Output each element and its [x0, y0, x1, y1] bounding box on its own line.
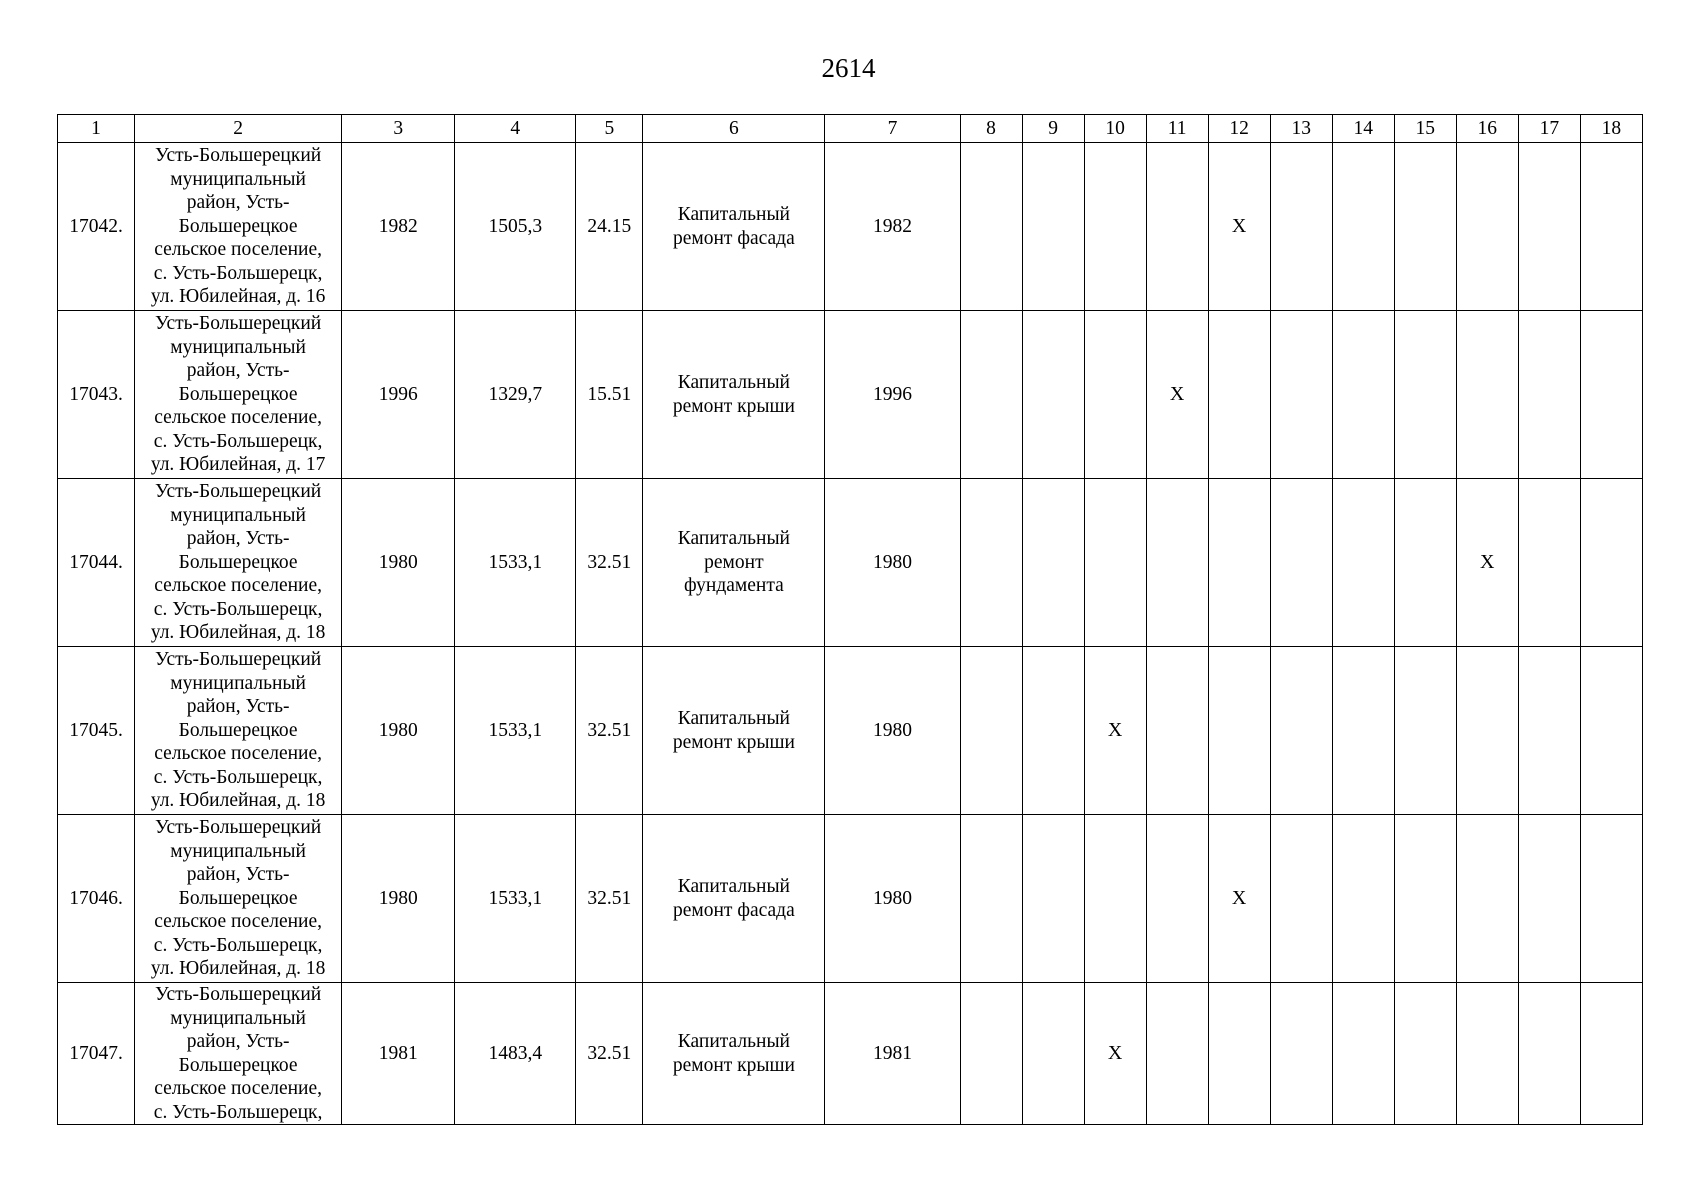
mark-cell	[1518, 983, 1580, 1125]
mark-cell: X	[1208, 815, 1270, 983]
work-year: 1981	[825, 983, 960, 1125]
repair-registry-table	[57, 114, 1643, 1125]
mark-cell	[1270, 647, 1332, 815]
mark-cell	[960, 647, 1022, 815]
building-address: Усть-Большерецкий муниципальный район, Усть- Большерецкое сельское поселение, с. Усть-Большерецк, ул. Юбилейная, д. 18	[135, 647, 342, 815]
construction-year: 1981	[342, 983, 455, 1125]
table-row	[58, 647, 1643, 815]
repair-work-type: Капитальный ремонт крыши	[643, 311, 825, 479]
mark-cell: X	[1084, 983, 1146, 1125]
building-area: 1505,3	[455, 143, 576, 311]
table-row	[58, 983, 1643, 1125]
column-header: 1	[58, 115, 135, 143]
wear-percent: 15.51	[576, 311, 643, 479]
mark-cell	[1456, 815, 1518, 983]
mark-cell	[1146, 815, 1208, 983]
wear-percent: 32.51	[576, 983, 643, 1125]
building-area: 1533,1	[455, 479, 576, 647]
column-header: 14	[1332, 115, 1394, 143]
mark-cell	[960, 143, 1022, 311]
repair-work-type: Капитальный ремонт фасада	[643, 143, 825, 311]
work-year: 1980	[825, 647, 960, 815]
mark-cell	[1394, 983, 1456, 1125]
mark-cell	[960, 815, 1022, 983]
building-area: 1329,7	[455, 311, 576, 479]
work-year: 1980	[825, 479, 960, 647]
mark-cell: X	[1208, 143, 1270, 311]
mark-cell	[1146, 143, 1208, 311]
column-header: 10	[1084, 115, 1146, 143]
mark-cell	[1270, 479, 1332, 647]
mark-cell	[1208, 647, 1270, 815]
mark-cell: X	[1456, 479, 1518, 647]
mark-cell	[1208, 311, 1270, 479]
mark-cell	[1084, 815, 1146, 983]
mark-cell	[1394, 143, 1456, 311]
mark-cell: X	[1084, 647, 1146, 815]
building-address: Усть-Большерецкий муниципальный район, Усть- Большерецкое сельское поселение, с. Усть-Большерецк,	[135, 983, 342, 1125]
mark-cell	[960, 311, 1022, 479]
mark-cell	[1580, 143, 1642, 311]
repair-work-type: Капитальный ремонт крыши	[643, 983, 825, 1125]
mark-cell	[1084, 143, 1146, 311]
row-number: 17047.	[58, 983, 135, 1125]
wear-percent: 32.51	[576, 479, 643, 647]
mark-cell	[1084, 479, 1146, 647]
mark-cell	[1208, 479, 1270, 647]
repair-work-type: Капитальный ремонт фасада	[643, 815, 825, 983]
mark-cell	[1394, 311, 1456, 479]
column-header: 18	[1580, 115, 1642, 143]
mark-cell	[1394, 479, 1456, 647]
mark-cell	[1270, 815, 1332, 983]
mark-cell	[1022, 311, 1084, 479]
mark-cell	[1518, 479, 1580, 647]
mark-cell	[1270, 311, 1332, 479]
mark-cell	[1456, 311, 1518, 479]
mark-cell: X	[1146, 311, 1208, 479]
row-number: 17043.	[58, 311, 135, 479]
building-area: 1483,4	[455, 983, 576, 1125]
row-number: 17044.	[58, 479, 135, 647]
column-header: 17	[1518, 115, 1580, 143]
mark-cell	[1270, 983, 1332, 1125]
building-address: Усть-Большерецкий муниципальный район, Усть- Большерецкое сельское поселение, с. Усть-Большерецк, ул. Юбилейная, д. 16	[135, 143, 342, 311]
mark-cell	[1084, 311, 1146, 479]
construction-year: 1996	[342, 311, 455, 479]
building-area: 1533,1	[455, 647, 576, 815]
page-number: 2614	[821, 53, 876, 83]
mark-cell	[1332, 647, 1394, 815]
mark-cell	[1332, 311, 1394, 479]
column-header: 9	[1022, 115, 1084, 143]
repair-work-type: Капитальный ремонт крыши	[643, 647, 825, 815]
column-header: 4	[455, 115, 576, 143]
construction-year: 1980	[342, 815, 455, 983]
mark-cell	[1022, 647, 1084, 815]
mark-cell	[1394, 815, 1456, 983]
building-address: Усть-Большерецкий муниципальный район, Усть- Большерецкое сельское поселение, с. Усть-Большерецк, ул. Юбилейная, д. 17	[135, 311, 342, 479]
column-header: 13	[1270, 115, 1332, 143]
mark-cell	[1456, 647, 1518, 815]
construction-year: 1980	[342, 479, 455, 647]
mark-cell	[1394, 647, 1456, 815]
column-header: 3	[342, 115, 455, 143]
column-header: 2	[135, 115, 342, 143]
table-row	[58, 143, 1643, 311]
column-header: 7	[825, 115, 960, 143]
building-area: 1533,1	[455, 815, 576, 983]
column-header: 5	[576, 115, 643, 143]
work-year: 1980	[825, 815, 960, 983]
row-number: 17042.	[58, 143, 135, 311]
column-header: 6	[643, 115, 825, 143]
mark-cell	[1332, 983, 1394, 1125]
wear-percent: 32.51	[576, 815, 643, 983]
mark-cell	[1022, 479, 1084, 647]
table-row	[58, 311, 1643, 479]
building-address: Усть-Большерецкий муниципальный район, Усть- Большерецкое сельское поселение, с. Усть-Большерецк, ул. Юбилейная, д. 18	[135, 479, 342, 647]
mark-cell	[1518, 815, 1580, 983]
wear-percent: 24.15	[576, 143, 643, 311]
mark-cell	[1146, 983, 1208, 1125]
mark-cell	[1270, 143, 1332, 311]
mark-cell	[1518, 311, 1580, 479]
construction-year: 1982	[342, 143, 455, 311]
table-row	[58, 479, 1643, 647]
wear-percent: 32.51	[576, 647, 643, 815]
construction-year: 1980	[342, 647, 455, 815]
mark-cell	[1146, 479, 1208, 647]
mark-cell	[1022, 143, 1084, 311]
mark-cell	[1208, 983, 1270, 1125]
mark-cell	[1518, 647, 1580, 815]
repair-work-type: Капитальный ремонт фундамента	[643, 479, 825, 647]
mark-cell	[960, 479, 1022, 647]
building-address: Усть-Большерецкий муниципальный район, Усть- Большерецкое сельское поселение, с. Усть-Большерецк, ул. Юбилейная, д. 18	[135, 815, 342, 983]
mark-cell	[960, 983, 1022, 1125]
row-number: 17046.	[58, 815, 135, 983]
column-number-header-row	[58, 115, 1643, 143]
mark-cell	[1580, 647, 1642, 815]
mark-cell	[1146, 647, 1208, 815]
mark-cell	[1580, 983, 1642, 1125]
column-header: 16	[1456, 115, 1518, 143]
mark-cell	[1580, 311, 1642, 479]
row-number: 17045.	[58, 647, 135, 815]
column-header: 12	[1208, 115, 1270, 143]
mark-cell	[1518, 143, 1580, 311]
column-header: 11	[1146, 115, 1208, 143]
work-year: 1982	[825, 143, 960, 311]
column-header: 8	[960, 115, 1022, 143]
column-header: 15	[1394, 115, 1456, 143]
table-row	[58, 815, 1643, 983]
mark-cell	[1456, 143, 1518, 311]
mark-cell	[1332, 815, 1394, 983]
mark-cell	[1022, 983, 1084, 1125]
work-year: 1996	[825, 311, 960, 479]
mark-cell	[1022, 815, 1084, 983]
mark-cell	[1580, 815, 1642, 983]
mark-cell	[1332, 479, 1394, 647]
mark-cell	[1580, 479, 1642, 647]
mark-cell	[1456, 983, 1518, 1125]
mark-cell	[1332, 143, 1394, 311]
